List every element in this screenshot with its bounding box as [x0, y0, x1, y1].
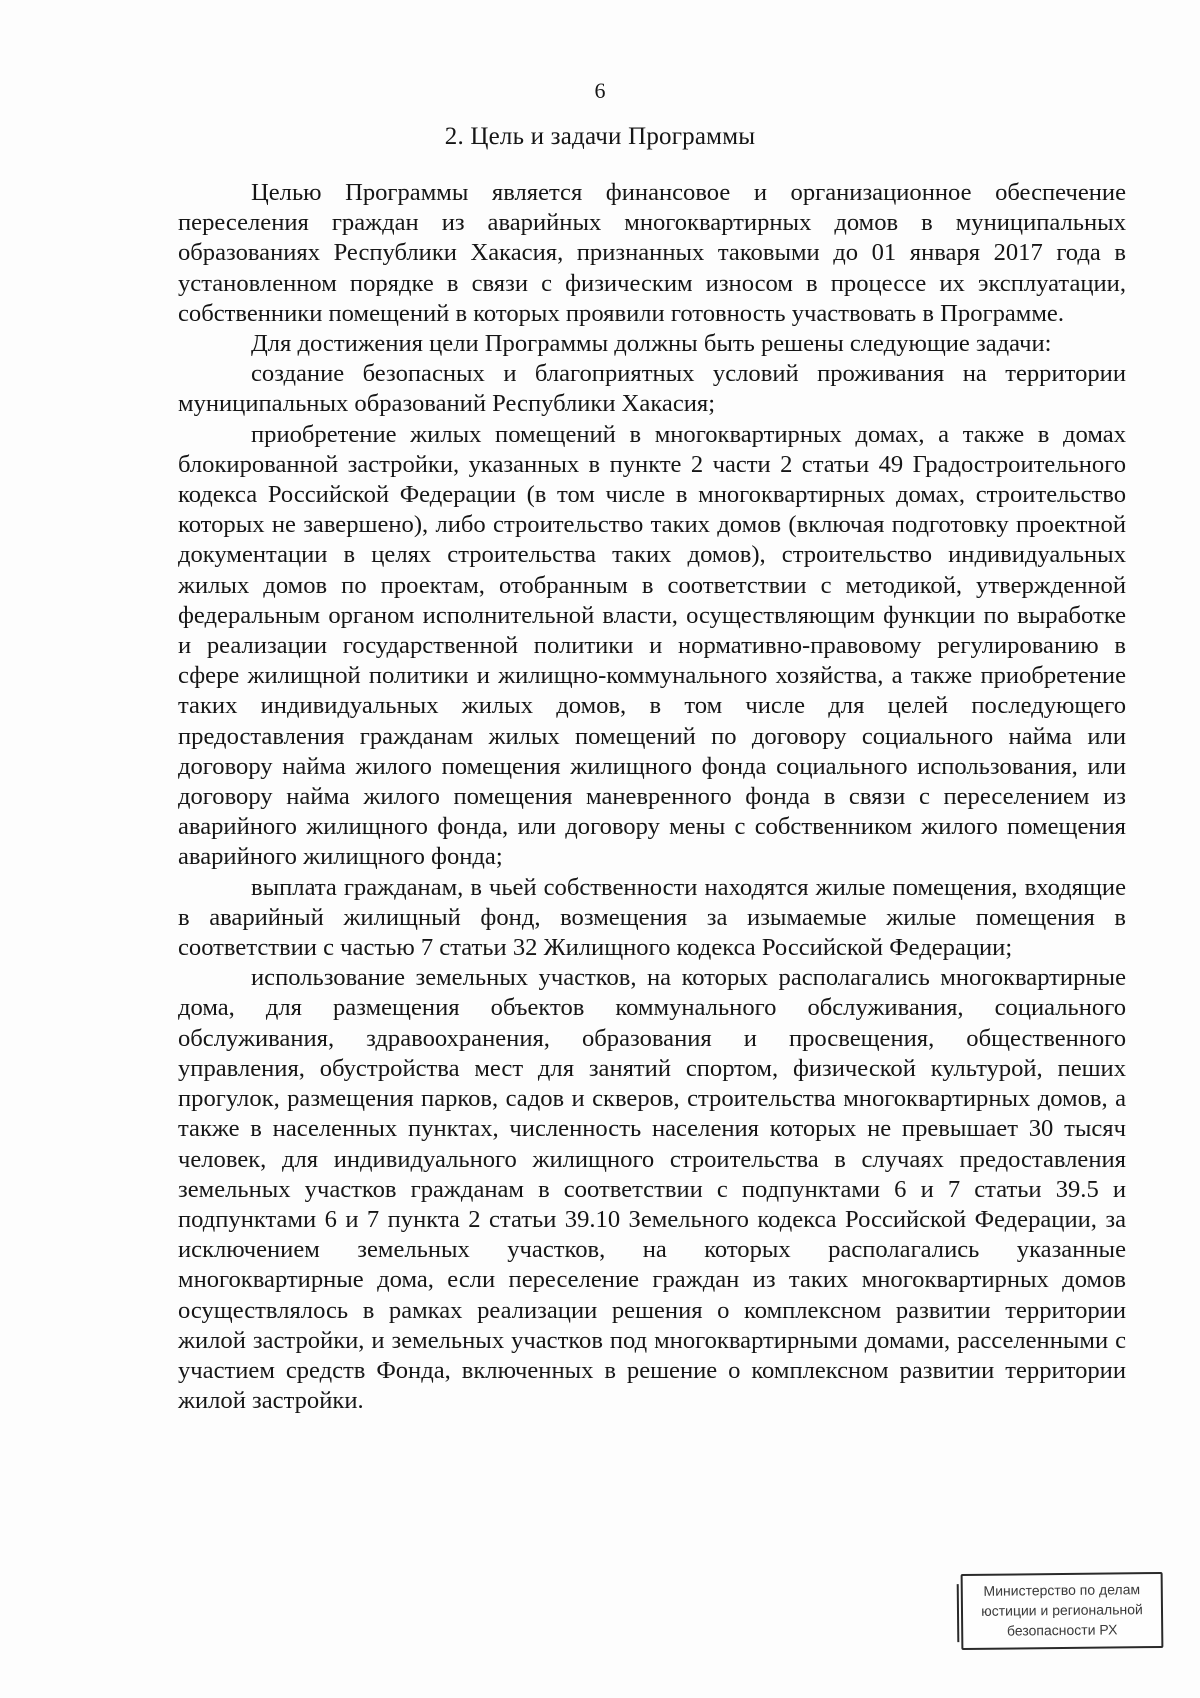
section-title: 2. Цель и задачи Программы [444, 123, 756, 150]
stamp-line-1: Министерство по делам [983, 1581, 1141, 1599]
paragraph-tasks-intro: Для достижения цели Программы должны быть решены следующие задачи: [251, 330, 1052, 358]
paragraph-task-land-use: использование земельных участков, на которых располагались многоквартирные дома, для размещения объектов коммунального обслуживания, социального обслуживания, здравоохранения, образования и просвещения, общественного управления, обустройства мест для занятий спортом, физической культурой, пеших прогулок, размещения парков, садов и скверов, строительства многоквартирных домов, а также в населенных пунктах, численность населения которых не превышает 30 тысяч человек, для индивидуального жилищного строительства в случаях предоставления земельных участков гражданам в соответствии с подпунктами 6 и 7 статьи 39.5 и подпунктами 6 и 7 пункта 2 статьи 39.10 Земельного кодекса Российской Федерации, за исключением земельных участков, на которых располагались указанные многоквартирные дома, если переселение граждан из таких многоквартирных домов осуществлялось в рамках реализации решения о комплексном развитии территории жилой застройки, и земельных участков под многоквартирными домами, расселенными с участием средств Фонда, включенных в решение о комплексном развитии территории жилой застройки. [178, 964, 1126, 1415]
body-text [178, 178, 1126, 1416]
paragraph-task-compensation: выплата гражданам, в чьей собственности находятся жилые помещения, входящие в аварийный жилищный фонд, возмещения за изымаемые жилые помещения в соответствии с частью 7 статьи 32 Жилищного кодекса Российской Федерации; [178, 873, 1126, 962]
paragraph-task-housing-acquisition: приобретение жилых помещений в многоквартирных домах, а также в домах блокированной застройки, указанных в пункте 2 части 2 статьи 49 Градостроительного кодекса Российской Федерации (в том числе в многоквартирных домах, строительство которых не завершено), либо строительство таких домов (включая подготовку проектной документации в целях строительства таких домов), строительство индивидуальных жилых домов по проектам, отобранным в соответствии с методикой, утвержденной федеральным органом исполнительной власти, осуществляющим функции по выработке и реализации государственной политики и нормативно-правовому регулированию в сфере жилищной политики и жилищно-коммунального хозяйства, а также приобретение таких индивидуальных жилых домов, в том числе для целей последующего предоставления гражданам жилых помещений по договору социального найма или договору найма жилого помещения жилищного фонда социального использования, или договору найма жилого помещения маневренного фонда в связи с переселением из аварийного жилищного фонда, или договору мены с собственником жилого помещения аварийного жилищного фонда; [178, 420, 1126, 871]
stamp-line-2: юстиции и региональной [981, 1601, 1143, 1619]
page-number: 6 [594, 78, 606, 103]
paragraph-task-safe-conditions: создание безопасных и благоприятных условий проживания на территории муниципальных образований Республики Хакасия; [178, 360, 1126, 418]
stamp-edge-mark [957, 1584, 960, 1642]
registration-stamp [961, 1572, 1164, 1650]
stamp-line-3: безопасности РХ [1006, 1621, 1118, 1639]
paragraph-goal: Целью Программы является финансовое и организационное обеспечение переселения граждан из аварийных многоквартирных домов в муниципальных образованиях Республики Хакасия, признанных таковыми до 01 января 2017 года в установленном порядке в связи с физическим износом в процессе их эксплуатации, собственники помещений в которых проявили готовность участвовать в Программе. [178, 179, 1126, 327]
